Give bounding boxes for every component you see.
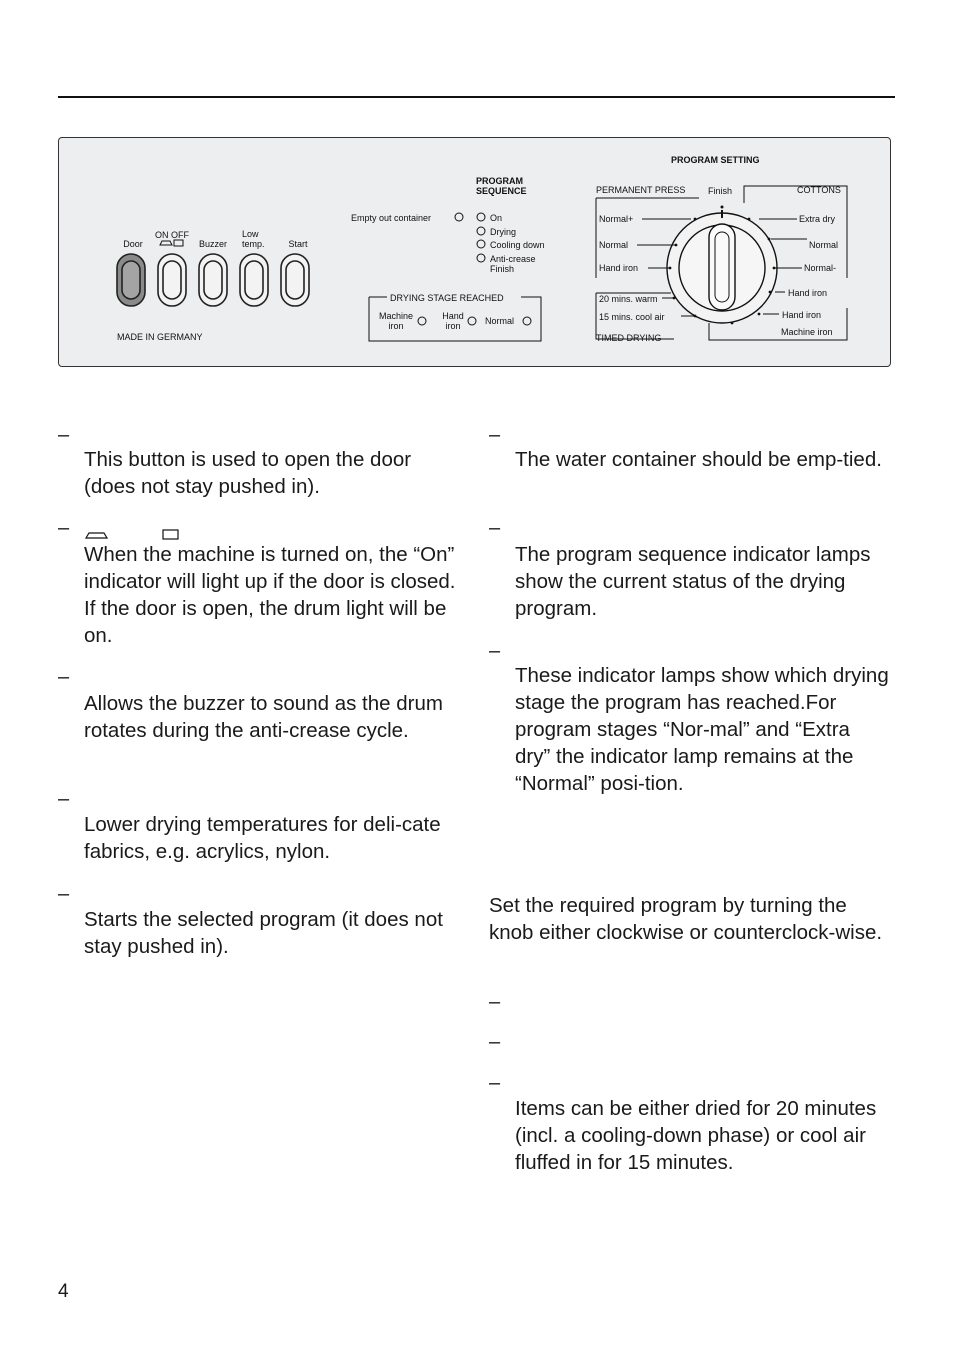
dash-onoff: – [58, 517, 70, 539]
cottons-hand-iron-1: Hand iron [788, 288, 828, 298]
buzzer-label: Buzzer [198, 239, 227, 249]
drying-stage-title: DRYING STAGE REACHED [390, 293, 504, 303]
dash-stage: – [489, 640, 501, 662]
sequence-drying: Drying [490, 227, 517, 237]
sequence-on: On [490, 213, 503, 223]
dash-sequence: – [489, 517, 501, 539]
top-rule [58, 96, 895, 98]
cottons-normal: Normal [809, 240, 839, 250]
onoff-description: When the machine is turned on, the “On” indicator will light up if the door is closed. If the door is open, the drum light will be on. [84, 543, 456, 647]
cottons-label: COTTONS [797, 185, 841, 195]
door-label: Door [123, 239, 143, 249]
lowtemp-label: Low temp. [242, 229, 265, 249]
buzzer-description: Allows the buzzer to sound as the drum rotates during the anti-crease cycle. [84, 692, 443, 742]
onoff-label: ON OFF [155, 230, 189, 240]
dash-start: – [58, 883, 70, 905]
made-in-label: MADE IN GERMANY [117, 332, 203, 342]
timed-20-warm: 20 mins. warm [599, 294, 658, 304]
cottons-extra-dry: Extra dry [799, 214, 836, 224]
cottons-hand-iron-2: Hand iron [782, 310, 822, 320]
door-description: This button is used to open the door (does not stay pushed in). [84, 448, 412, 498]
dash-buzzer: – [58, 666, 70, 688]
timed-description: Items can be either dried for 20 minutes (incl. a cooling-down phase) or cool air fluffed in for 15 minutes. [515, 1097, 877, 1174]
control-panel-diagram [58, 137, 891, 367]
dash-door: – [58, 424, 70, 446]
lowtemp-description: Lower drying temperatures for deli-cate fabrics, e.g. acrylics, nylon. [84, 813, 441, 863]
stage-hand-iron: Hand iron [442, 311, 464, 331]
cottons-machine-iron: Machine iron [781, 327, 833, 337]
stage-normal: Normal [485, 316, 515, 326]
setting-description: Set the required program by turning the knob either clockwise or counterclock-wise. [489, 894, 883, 944]
dash-container: – [489, 424, 501, 446]
dash-setting-1: – [489, 991, 501, 1013]
timed-15-cool: 15 mins. cool air [599, 312, 665, 322]
empty-container-label: Empty out container [351, 213, 432, 223]
dash-lowtemp: – [58, 788, 70, 810]
stage-machine-iron: Machine iron [378, 311, 414, 331]
stage-description: These indicator lamps show which drying stage the program has reached.For program stages “Nor-mal” and “Extra dry” the indicator lamp remains at the “Normal” posi-tion. [515, 664, 889, 795]
sequence-anti-crease: Anti-crease Finish [490, 254, 536, 274]
sequence-description: The program sequence indicator lamps show the current status of the drying program. [515, 543, 871, 620]
dash-timed: – [489, 1072, 501, 1094]
permanent-press-label: PERMANENT PRESS [596, 185, 686, 195]
dash-setting-2: – [489, 1031, 501, 1053]
onoff-symbol-icon [84, 527, 184, 541]
container-description: The water container should be emp-tied. [515, 448, 882, 471]
pp-normal-plus: Normal+ [599, 214, 634, 224]
cottons-normal-minus: Normal- [804, 263, 837, 273]
program-sequence-title: PROGRAM SEQUENCE [476, 176, 527, 196]
pp-normal: Normal [599, 240, 629, 250]
finish-label: Finish [708, 186, 733, 196]
sequence-cooling-down: Cooling down [490, 240, 545, 250]
start-description: Starts the selected program (it does not stay pushed in). [84, 908, 443, 958]
start-label: Start [288, 239, 308, 249]
pp-hand-iron: Hand iron [599, 263, 639, 273]
page-number: 4 [58, 1281, 69, 1302]
program-setting-title: PROGRAM SETTING [671, 155, 760, 165]
timed-drying-label: TIMED DRYING [596, 333, 662, 343]
